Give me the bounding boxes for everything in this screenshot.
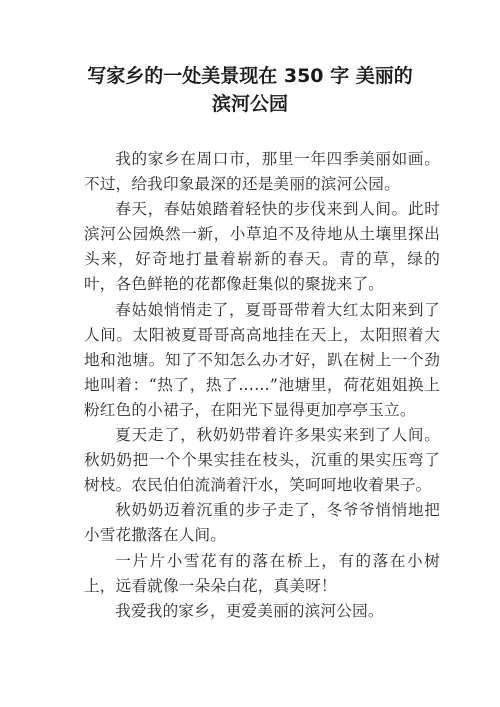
title-line-2: 滨河公园 bbox=[211, 93, 288, 115]
paragraph: 我的家乡在周口市，那里一年四季美丽如画。不过，给我印象最深的还是美丽的滨河公园。 bbox=[84, 150, 440, 194]
paragraph: 春姑娘悄悄走了，夏哥哥带着大红太阳来到了人间。太阳被夏哥哥高高地挂在天上，太阳照着大地和池塘。知了不知怎么办才好，趴在树上一个劲地叫着：“热了，热了……”池塘里，荷花姐姐换上粉红色的小裙子，在阳光下显得更加亭亭玉立。 bbox=[84, 300, 440, 419]
essay-body bbox=[84, 147, 440, 624]
paragraph: 秋奶奶迈着沉重的步子走了，冬爷爷悄悄地把小雪花撒落在人间。 bbox=[84, 501, 440, 545]
document-title bbox=[40, 62, 460, 118]
paragraph: 一片片小雪花有的落在桥上，有的落在小树上，远看就像一朵朵白花，真美呀！ bbox=[84, 551, 440, 595]
title-line-1: 写家乡的一处美景现在 350 字 美丽的 bbox=[87, 65, 413, 87]
paragraph: 春天，春姑娘踏着轻快的步伐来到人间。此时滨河公园焕然一新，小草迫不及待地从土壤里探出头来，好奇地打量着崭新的春天。青的草，绿的叶，各色鲜艳的花都像赶集似的聚拢来了。 bbox=[84, 200, 440, 294]
paragraph: 夏天走了，秋奶奶带着许多果实来到了人间。秋奶奶把一个个果实挂在枝头，沉重的果实压弯了树枝。农民伯伯流淌着汗水，笑呵呵地收着果子。 bbox=[84, 426, 440, 495]
paragraph: 我爱我的家乡，更爱美丽的滨河公园。 bbox=[115, 601, 384, 620]
